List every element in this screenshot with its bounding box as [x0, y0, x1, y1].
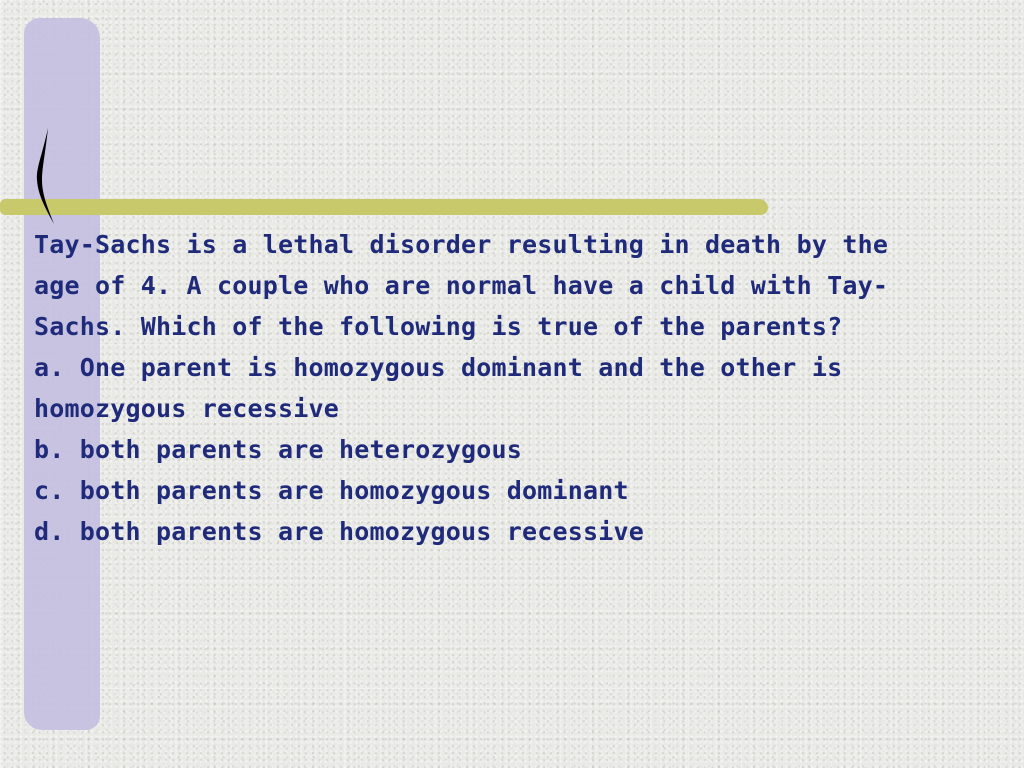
slide-body: [34, 224, 1010, 552]
option-c: c. both parents are homozygous dominant: [34, 476, 629, 505]
question-line-2: age of 4. A couple who are normal have a child with Tay-: [34, 271, 889, 300]
option-a-line-2: homozygous recessive: [34, 394, 340, 423]
question-line-3: Sachs. Which of the following is true of the parents?: [34, 312, 843, 341]
question-line-1: Tay-Sachs is a lethal disorder resulting in death by the: [34, 230, 889, 259]
option-b: b. both parents are heterozygous: [34, 435, 523, 464]
title-rule: [0, 199, 768, 215]
option-a-line-1: a. One parent is homozygous dominant and the other is: [34, 353, 843, 382]
option-d: d. both parents are homozygous recessive: [34, 517, 645, 546]
curved-bracket-icon: [34, 126, 60, 226]
